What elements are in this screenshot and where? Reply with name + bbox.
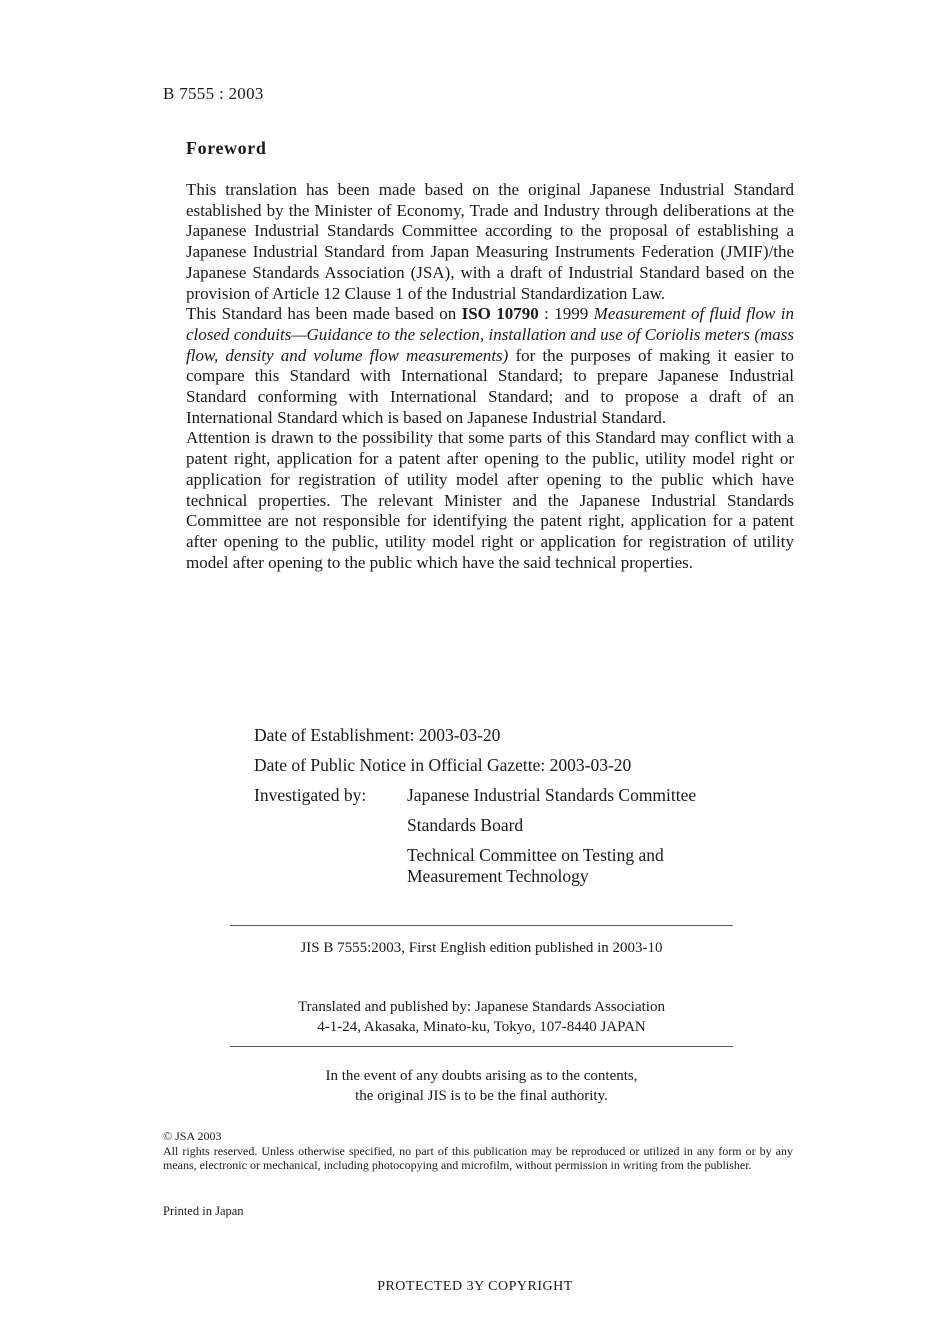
foreword-title: Foreword xyxy=(186,138,267,158)
edition-line: JIS B 7555:2003, First English edition published in 2003-10 xyxy=(300,940,663,956)
publisher-line-1: Translated and published by: Japanese Standards Association xyxy=(298,999,665,1015)
copyright-footer: PROTECTED 3Y COPYRIGHT xyxy=(377,1279,573,1294)
document-id: B 7555 : 2003 xyxy=(163,84,264,103)
investigated-item: Japanese Industrial Standards Committee xyxy=(407,785,697,805)
divider-bottom xyxy=(230,1046,733,1047)
publisher-line-2: 4-1-24, Akasaka, Minato-ku, Tokyo, 107-8440 JAPAN xyxy=(317,1019,646,1035)
rights-reserved: All rights reserved. Unless otherwise specified, no part of this publication may be reproduced or utilized in any form or by any means, electronic or mechanical, including photocopying and microfilm, without permission in writing from the publisher. xyxy=(163,1143,793,1172)
authority-line-2: the original JIS is to be the final authority. xyxy=(355,1088,608,1104)
date-establishment: Date of Establishment: 2003-03-20 xyxy=(254,725,501,745)
date-public-notice: Date of Public Notice in Official Gazette: 2003-03-20 xyxy=(254,755,632,775)
p2-rest: for the purposes of making it easier to compare this Standard with International Standard; to prepare Japanese Industrial Standard conforming with International Standard; and to propose a draft of an International Standard which is based on Japanese Industrial Standard. xyxy=(186,345,794,427)
foreword-paragraph-3: Attention is drawn to the possibility that some parts of this Standard may conflict with a patent right, application for a patent after opening to the public, utility model right or application for registration of utility model after opening to the public which have technical properties. The relevant Minister and the Japanese Industrial Standards Committee are not responsible for identifying the patent right, application for a patent after opening to the public, utility model right or application for registration of utility model after opening to the public which have the said technical properties. xyxy=(186,428,794,572)
p2-intro: This Standard has been made based on xyxy=(186,304,462,324)
copyright-line: © JSA 2003 xyxy=(163,1129,222,1143)
iso-reference: ISO 10790 xyxy=(461,304,539,324)
iso-year: : 1999 xyxy=(538,304,594,324)
publisher-block xyxy=(230,997,733,1037)
authority-line-1: In the event of any doubts arising as to the contents, xyxy=(325,1068,638,1084)
investigated-label: Investigated by: xyxy=(254,785,367,805)
divider-top xyxy=(230,925,733,926)
printed-in: Printed in Japan xyxy=(163,1204,244,1218)
foreword-paragraph-2 xyxy=(186,304,794,428)
foreword-paragraph-1: This translation has been made based on the original Japanese Industrial Standard established by the Minister of Economy, Trade and Industry through deliberations at the Japanese Industrial Standards Committee according to the proposal of establishing a Japanese Industrial Standard from Japan Measuring Instruments Federation (JMIF)/the Japanese Standards Association (JSA), with a draft of Industrial Standard based on the provision of Article 12 Clause 1 of the Industrial Standardization Law. xyxy=(186,180,794,303)
investigated-item: Technical Committee on Testing and Measurement Technology xyxy=(407,845,664,886)
foreword-body xyxy=(186,180,794,573)
authority-block xyxy=(230,1066,733,1106)
investigated-list xyxy=(407,785,807,896)
copyright-block xyxy=(163,1129,793,1173)
investigated-item: Standards Board xyxy=(407,815,524,835)
iso-title: Measurement of fluid flow in closed conduits—Guidance to the selection, installation and use of Coriolis meters (mass flow, density and volume flow measurements) xyxy=(186,304,794,365)
